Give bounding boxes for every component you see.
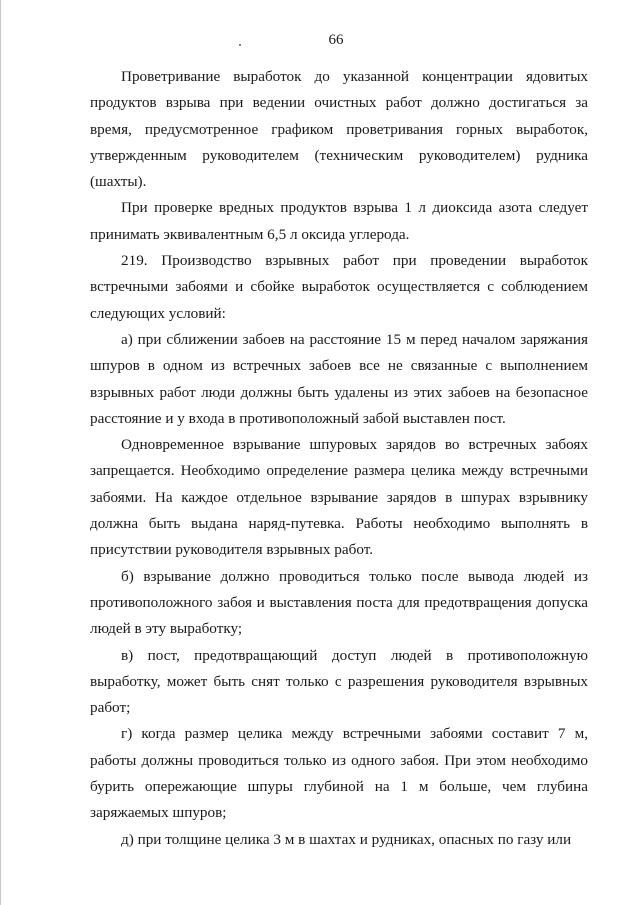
- paragraph-simultaneous-blasting: Одновременное взрывание шпуровых зарядов во встречных забоях запрещается. Необходимо определение размера целика между встречными забоями. На каждое отдельное взрывание зарядов в шпурах взрывнику должна быть выдана наряд-путевка. Работы необходимо выполнять в присутствии руководителя взрывных работ.: [90, 436, 588, 559]
- paragraph-item-b: б) взрывание должно проводиться только после вывода людей из противоположного забоя и выставления поста для предотвращения допуска людей в эту выработку;: [90, 567, 588, 638]
- page-number: 66: [328, 32, 344, 48]
- scan-speck: [239, 44, 241, 46]
- paragraph-nitrogen-dioxide: При проверке вредных продуктов взрыва 1 л диоксида азота следует принимать эквивалентным 6,5 л оксида углерода.: [90, 199, 588, 243]
- body-text: [90, 64, 588, 853]
- paragraph-item-a: а) при сближении забоев на расстояние 15 м перед началом заряжания шпуров в одном из встречных забоев все не связанные с выполнением взрывных работ люди должны быть удалены из этих забоев на безопасное расстояние и у входа в противоположный забой выставлен пост.: [90, 330, 588, 427]
- paragraph-item-g: г) когда размер целика между встречными забоями составит 7 м, работы должны проводиться только из одного забоя. При этом необходимо бурить опережающие шпуры глубиной на 1 м больше, чем глубина заряжаемых шпуров;: [90, 725, 588, 822]
- paragraph-item-v: в) пост, предотвращающий доступ людей в противоположную выработку, может быть снят только с разрешения руководителя взрывных работ;: [90, 646, 588, 717]
- paragraph-item-d: д) при толщине целика 3 м в шахтах и рудниках, опасных по газу или: [121, 830, 572, 848]
- paragraph-219: 219. Производство взрывных работ при проведении выработок встречными забоями и сбойке выработок осуществляется с соблюдением следующих условий:: [90, 252, 588, 322]
- paragraph-ventilation: Проветривание выработок до указанной концентрации ядовитых продуктов взрыва при ведении очистных работ должно достигаться за время, предусмотренное графиком проветривания горных выработок, утвержденным руководителем (техническим руководителем) рудника (шахты).: [90, 68, 588, 191]
